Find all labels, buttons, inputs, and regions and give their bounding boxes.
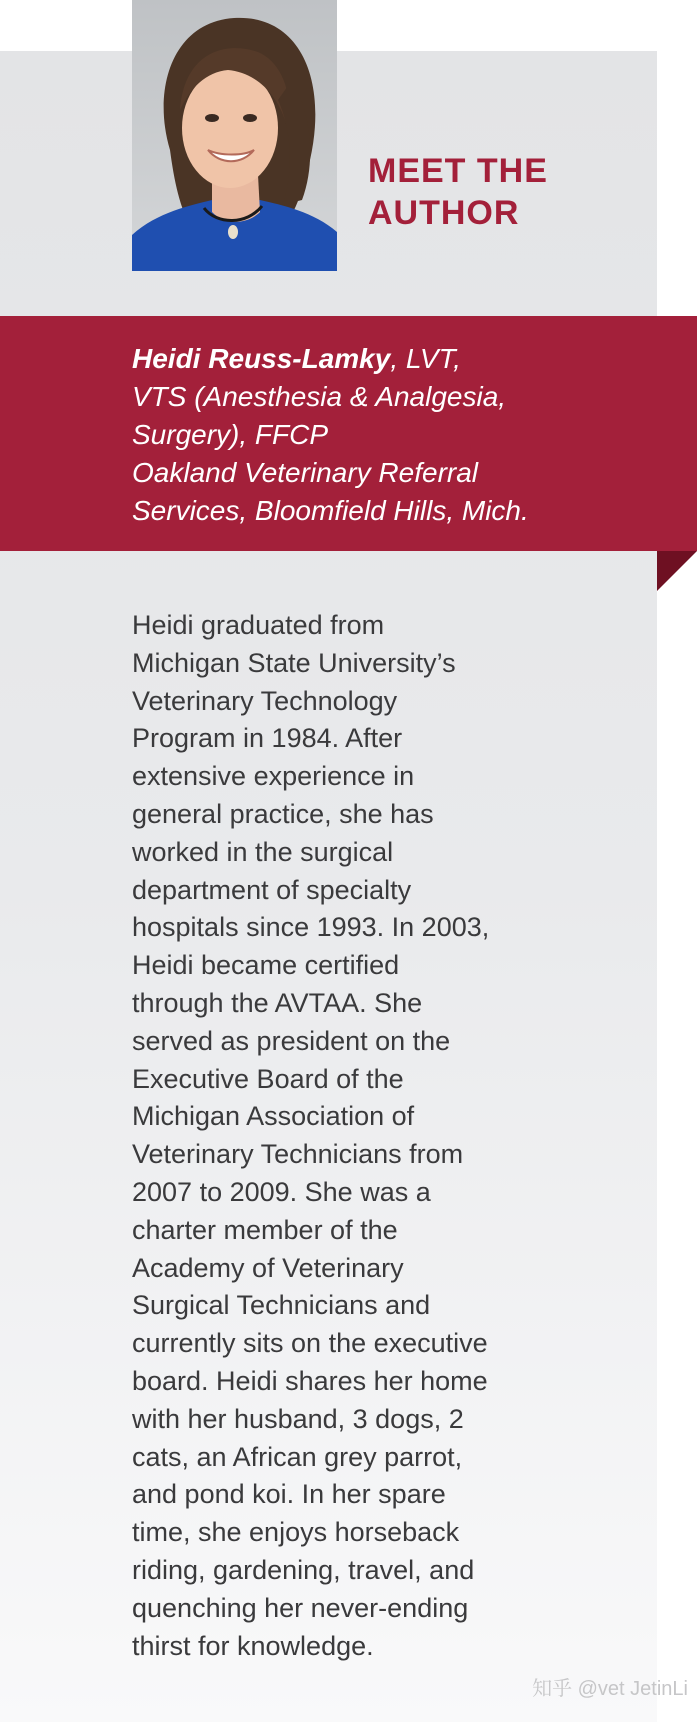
bio-line: hospitals since 1993. In 2003, — [132, 912, 490, 943]
author-credentials-1: , LVT, — [390, 343, 461, 374]
bio-line: department of specialty — [132, 874, 412, 905]
bio-line: Veterinary Technology — [132, 685, 398, 716]
author-name-line — [132, 340, 672, 378]
bio-line: Academy of Veterinary — [132, 1252, 404, 1283]
author-name: Heidi Reuss-Lamky — [132, 343, 391, 374]
bio-line: worked in the surgical — [132, 836, 394, 867]
bio-line: charter member of the — [132, 1214, 398, 1245]
author-credentials — [132, 340, 672, 530]
bio-line: 2007 to 2009. She was a — [132, 1176, 431, 1207]
bio-line: general practice, she has — [132, 798, 434, 829]
bio-line: Surgical Technicians and — [132, 1290, 431, 1321]
bio-line: with her husband, 3 dogs, 2 — [132, 1403, 464, 1434]
heading-line-1: MEET THE — [368, 152, 548, 190]
bio-line: Heidi became certified — [132, 950, 400, 981]
bio-line: Executive Board of the — [132, 1063, 404, 1094]
bio-line: extensive experience in — [132, 761, 415, 792]
bio-line: currently sits on the executive — [132, 1328, 488, 1359]
bio-line: Veterinary Technicians from — [132, 1139, 464, 1170]
author-credentials-3: Surgery), FFCP — [132, 419, 329, 450]
bio-line: served as president on the — [132, 1025, 451, 1056]
bio-line: board. Heidi shares her home — [132, 1365, 488, 1396]
bio-line: quenching her never-ending — [132, 1592, 469, 1623]
bio-line: Heidi graduated from — [132, 610, 385, 640]
bio-line: through the AVTAA. She — [132, 987, 423, 1018]
author-photo — [132, 0, 337, 271]
author-bio — [132, 607, 572, 1665]
author-affiliation-1: Oakland Veterinary Referral — [132, 457, 479, 488]
watermark: 知乎 @vet JetinLi — [532, 1678, 688, 1700]
author-credentials-2: VTS (Anesthesia & Analgesia, — [132, 381, 507, 412]
bio-line: cats, an African grey parrot, — [132, 1441, 463, 1472]
bio-line: time, she enjoys horseback — [132, 1517, 460, 1548]
bio-line: riding, gardening, travel, and — [132, 1554, 475, 1585]
bio-line: and pond koi. In her spare — [132, 1479, 446, 1510]
banner-fold — [657, 551, 697, 591]
bio-line: Michigan State University’s — [132, 647, 456, 678]
author-affiliation-2: Services, Bloomfield Hills, Mich. — [132, 495, 529, 526]
bio-line: Program in 1984. After — [132, 723, 403, 754]
bio-line: thirst for knowledge. — [132, 1630, 374, 1661]
heading-line-2: AUTHOR — [368, 194, 520, 232]
meet-the-author-heading — [368, 150, 648, 234]
bio-line: Michigan Association of — [132, 1101, 415, 1132]
